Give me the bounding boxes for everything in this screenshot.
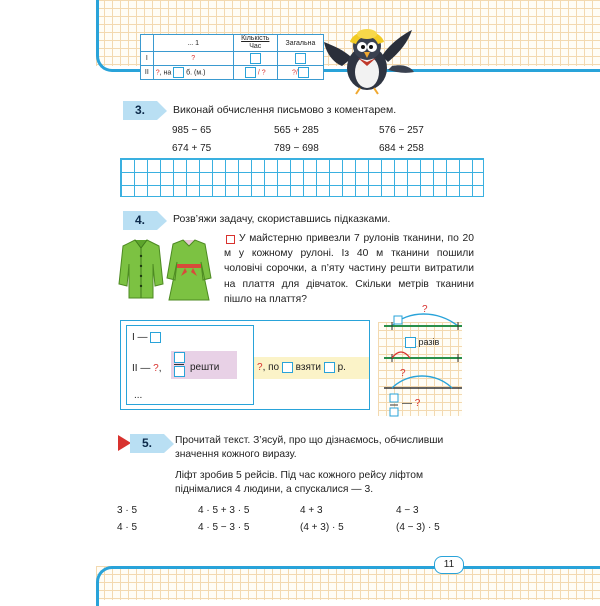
answer-box[interactable] — [295, 53, 306, 64]
expression: 789 − 698 — [274, 143, 319, 154]
fraction[interactable] — [174, 352, 184, 377]
problem-text: У майстерню привезли 7 рулонів тканини, по 20 м у кожному рулоні. Із 40 м тканини пошили чоловічі сорочки, а п’яту частину решти витратили на плаття для дівчаток. Скільки метрів тканини пішло на плаття? — [224, 233, 474, 305]
expression: 4 + 3 — [300, 505, 323, 516]
expression: 576 − 257 — [379, 125, 424, 136]
task-title: Розв’яжи задачу, скориставшись підказками. — [173, 213, 391, 225]
expression: 4 · 5 — [117, 522, 138, 533]
expression: (4 − 3) · 5 — [396, 522, 440, 533]
expression: 3 · 5 — [117, 505, 138, 516]
page-number: 11 — [434, 556, 464, 574]
expression: (4 + 3) · 5 — [300, 522, 344, 533]
footer-frame — [96, 566, 600, 606]
expression: 985 − 65 — [172, 125, 212, 136]
task-title: Виконай обчислення письмово з коментарем. — [173, 104, 397, 116]
answer-grid[interactable] — [120, 158, 484, 197]
diagram-times: разів — [405, 337, 439, 348]
expression: 565 + 285 — [274, 125, 319, 136]
expression: 4 · 5 − 3 · 5 — [198, 522, 250, 533]
task-title: Прочитай текст. З’ясуй, про що дізнаємось, обчисливши значення кожного виразу. — [175, 435, 444, 460]
scheme-rest: решти — [190, 362, 220, 373]
expression: 684 + 258 — [379, 143, 424, 154]
bird-illustration — [322, 22, 414, 96]
diagram-q1: ? — [422, 304, 428, 315]
clothes-illustration — [115, 234, 213, 304]
scheme-dots: ... — [134, 390, 143, 401]
task-number: 3. — [123, 101, 157, 120]
expression: 4 − 3 — [396, 505, 419, 516]
scheme-line-1: І — — [132, 332, 161, 343]
expression: 4 · 5 + 3 · 5 — [198, 505, 250, 516]
expression: 674 + 75 — [172, 143, 212, 154]
segment-diagram — [378, 300, 468, 420]
task-number: 5. — [130, 434, 164, 453]
diagram-q2: ? — [400, 368, 406, 379]
task-text: Ліфт зробив 5 рейсів. Під час кожного рейсу ліфтом піднімалися 4 людини, а спускалися — 3. — [175, 470, 424, 495]
scheme-line-2: ІІ — ?, — [132, 363, 162, 374]
scheme-tail: ?, по взяти р. — [257, 362, 346, 374]
answer-box[interactable] — [250, 53, 261, 64]
diagram-result: — ? — [402, 398, 421, 409]
plan-table: ... 1 Кількість Час Загальна І ? ІІ ?, на б. (м.) / ? ?/ — [140, 34, 324, 80]
task-number: 4. — [123, 211, 157, 230]
